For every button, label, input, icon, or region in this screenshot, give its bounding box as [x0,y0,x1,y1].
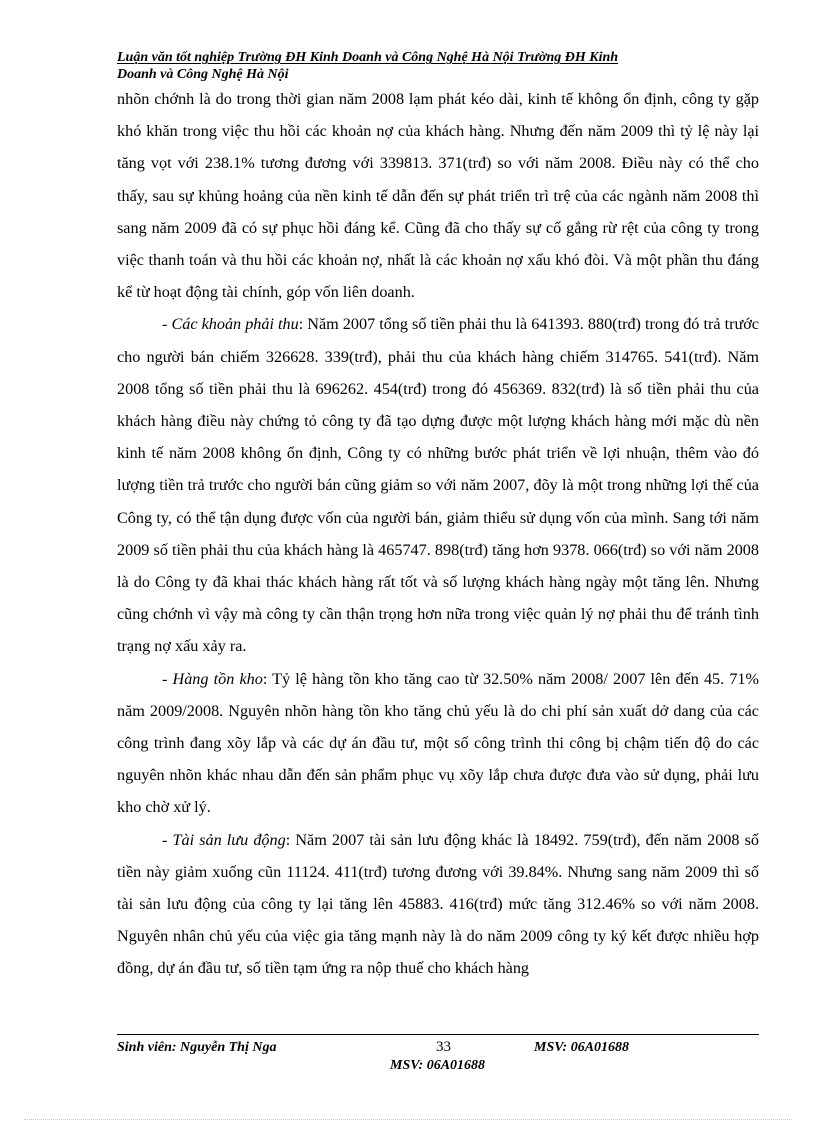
paragraph-hang-ton-kho [117,663,759,824]
paragraph-text: nhõn chớnh là do trong thời gian năm 2008 lạm phát kéo dài, kinh tế không ổn định, công ty gặp khó khăn trong việc thu hồi các khoản nợ của khách hàng. Nhưng đến năm 2009 thì tỷ lệ này lại tăng vọt với 238.1% tương đương với 339813. 371(trđ) so với năm 2008. Điều này có thể cho thấy, sau sự khủng hoảng của nền kinh tế dẫn đến sự phát triển trì trệ của các ngành năm 2008 thì sang năm 2009 đã có sự phục hồi đáng kể. Cũng đã cho thấy sự cố gắng rừ rệt của công ty trong việc thanh toán và thu hồi các khoản nợ, nhất là các khoản nợ xấu khó đòi. Và một phần thu đáng kể từ hoạt động tài chính, góp vốn liên doanh. [117,90,759,302]
document-body [117,83,759,985]
paragraph-cac-khoan-phai-thu [117,308,759,662]
term-cac-khoan-phai-thu: - Các khoản phải thu [162,315,299,334]
term-tai-san-luu-dong: - Tài sản lưu động [162,830,286,849]
paragraph-continuation [117,83,759,308]
term-hang-ton-kho: - Hàng tồn kho [162,669,263,688]
paragraph-text: : Năm 2007 tài sản lưu động khác là 18492. 759(trđ), đến năm 2008 số tiền này giảm xuống cũn 11124. 411(trđ) tương đương với 39.84%. Nhưng sang năm 2009 thì số tài sản lưu động của công ty lại tăng lên 45883. 416(trđ) mức tăng 312.46% so với năm 2008. Nguyên nhân chủ yếu của việc gia tăng mạnh này là do năm 2009 công ty ký kết được nhiều hợp đồng, dự án đầu tư, số tiền tạm ứng ra nộp thuế cho khách hàng [117,830,759,978]
page-bottom-edge [24,1119,792,1120]
paragraph-text: : Năm 2007 tổng số tiền phải thu là 641393. 880(trđ) trong đó trả trước cho người bán chiếm 326628. 339(trđ), phải thu của khách hàng chiếm 314765. 541(trđ). Năm 2008 tổng số tiền phải thu là 696262. 454(trđ) trong đó 456369. 832(trđ) là số tiền phải thu của khách hàng điều này chứng tỏ công ty đã tạo dựng được một lượng khách hàng mới mặc dù nền kinh tế năm 2008 không ổn định, Công ty có những bước phát triển về lợi nhuận, thêm vào đó lượng tiền trả trước cho người bán cũng giảm so với năm 2007, đõy là một trong những lợi thế của Công ty, có thể tận dụng được vốn của người bán, giảm thiểu sử dụng vốn của mình. Sang tới năm 2009 số tiền phải thu của khách hàng là 465747. 898(trđ) tăng hơn 9378. 066(trđ) so với năm 2008 là do Công ty đã khai thác khách hàng rất tốt và số lượng khách hàng ngày một tăng lên. Nhưng cũng chớnh vì vậy mà công ty cần thận trọng hơn nữa trong việc quản lý nợ phải thu để tránh tình trạng nợ xấu xảy ra. [117,315,759,656]
paragraph-text: : Tỷ lệ hàng tồn kho tăng cao từ 32.50% năm 2008/ 2007 lên đến 45. 71% năm 2009/2008. Nguyên nhõn hàng tồn kho tăng chủ yếu là do chi phí sản xuất dở dang của các công trình đang xõy lắp và các dự án đầu tư, một số công trình thi công bị chậm tiến độ do các nguyên nhõn khác nhau dẫn đến sản phẩm phục vụ xõy lắp chưa được đưa vào sử dụng, phải lưu kho chờ xử lý. [117,669,760,817]
page-number: 33 [436,1039,451,1055]
footer-student-name: Sinh viên: Nguyễn Thị Nga [117,1040,277,1055]
footer-student-id-repeat: MSV: 06A01688 [390,1058,486,1073]
paragraph-tai-san-luu-dong [117,824,759,985]
header-line-2: Doanh và Công Nghệ Hà Nội [117,67,289,82]
header-line-1: Luận văn tốt nghiệp Trường ĐH Kinh Doanh và Công Nghệ Hà Nội Trường ĐH Kinh [117,50,619,65]
page-header [117,49,759,83]
footer-student-id: MSV: 06A01688 [534,1040,630,1055]
footer-divider [117,1034,759,1035]
